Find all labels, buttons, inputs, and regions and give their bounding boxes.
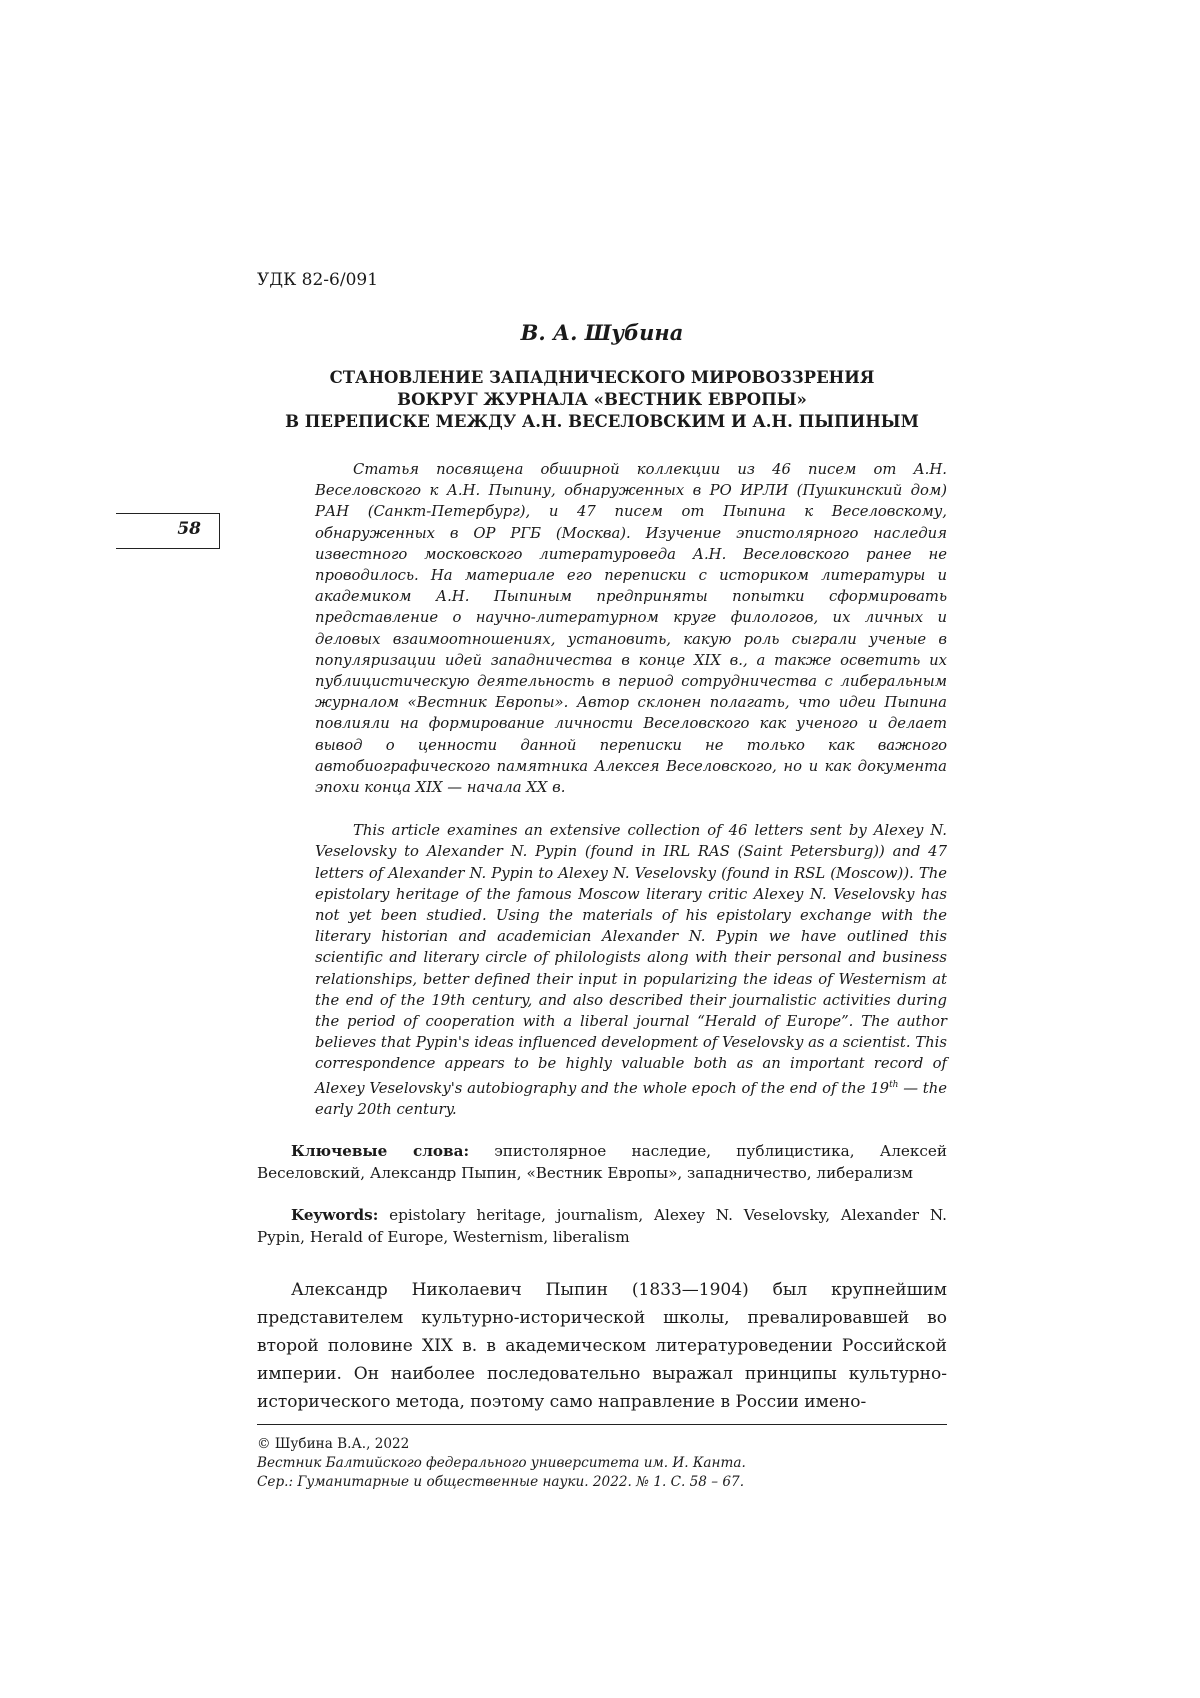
- udk-code: УДК 82-6/091: [257, 270, 379, 290]
- footnote-journal-line-2: Сер.: Гуманитарные и общественные науки. 2022. № 1. С. 58 – 67.: [257, 1474, 745, 1491]
- footnote-journal-line-1: Вестник Балтийского федерального университета им. И. Канта.: [257, 1455, 746, 1472]
- abstract-russian: Статья посвящена обширной коллекции из 46 писем от А.Н. Веселовского к А.Н. Пыпину, обнаруженных в РО ИРЛИ (Пушкинский дом) РАН (Санкт-Петербург), и 47 писем от Пыпина к Веселовскому, обнаруженных в ОР РГБ (Москва). Изучение эпистолярного наследия известного московского литературоведа А.Н. Веселовского ранее не проводилось. На материале его переписки с историком литературы и академиком А.Н. Пыпиным предприняты попытки сформировать представление о научно-литературном круге филологов, их личных и деловых взаимоотношениях, установить, какую роль сыграли ученые в популяризации идей западничества в конце XIX в., а также осветить их публицистическую деятельность в период сотрудничества с либеральным журналом «Вестник Европы». Автор склонен полагать, что идеи Пыпина повлияли на формирование личности Веселовского как ученого и делает вывод о ценности данной переписки не только как важного автобиографического памятника Алексея Веселовского, но и как документа эпохи конца XIX — начала XX в.: [315, 461, 947, 797]
- abstract-english: [315, 820, 947, 1120]
- keywords-russian: [257, 1140, 947, 1184]
- article-title: [257, 367, 947, 433]
- keywords-english-label: Keywords:: [291, 1206, 379, 1225]
- footnote-copyright: © Шубина В.А., 2022: [257, 1436, 410, 1453]
- title-line-1: СТАНОВЛЕНИЕ ЗАПАДНИЧЕСКОГО МИРОВОЗЗРЕНИЯ: [329, 368, 875, 387]
- footnote-divider: [257, 1424, 947, 1425]
- title-line-3: В ПЕРЕПИСКЕ МЕЖДУ А.Н. ВЕСЕЛОВСКИМ И А.Н. ПЫПИНЫМ: [285, 412, 919, 431]
- page-number-box: [116, 513, 220, 549]
- page-number: 58: [177, 519, 201, 539]
- keywords-english-text: epistolary heritage, journalism, Alexey N. Veselovsky, Alexander N. Pypin, Herald of Europe, Westernism, liberalism: [257, 1206, 947, 1247]
- keywords-russian-text: эпистолярное наследие, публицистика, Алексей Веселовский, Александр Пыпин, «Вестник Европы», западничество, либерализм: [257, 1142, 947, 1183]
- abstract-english-superscript: th: [889, 1079, 899, 1090]
- body-paragraph: Александр Николаевич Пыпин (1833—1904) был крупнейшим представителем культурно-исторической школы, превалировавшей во второй половине XIX в. в академическом литературоведении Российской империи. Он наиболее последовательно выражал принципы культурно-исторического метода, поэтому само направление в России имено-: [257, 1280, 947, 1413]
- article-content: [257, 270, 947, 1492]
- abstract-english-main: This article examines an extensive collection of 46 letters sent by Alexey N. Veselovsky to Alexander N. Pypin (found in IRL RAS (Saint Petersburg)) and 47 letters of Alexander N. Pypin to Alexey N. Veselovsky (found in RSL (Moscow)). The epistolary heritage of the famous Moscow literary critic Alexey N. Veselovsky has not yet been studied. Using the materials of his epistolary exchange with the literary historian and academician Alexander N. Pypin we have outlined this scientific and literary circle of philologists along with their personal and business relationships, better defined their input in popularizing the ideas of Westernism at the end of the 19th century, and also described their journalistic activities during the period of cooperation with a liberal journal “Herald of Europe”. The author believes that Pypin's ideas influenced development of Veselovsky as a scientist. This correspondence appears to be highly valuable both as an important record of Alexey Veselovsky's autobiography and the whole epoch of the end of the 19: [315, 822, 947, 1097]
- keywords-english: [257, 1204, 947, 1248]
- abstract-english-tail: — the early 20th century.: [315, 1079, 948, 1118]
- title-line-2: ВОКРУГ ЖУРНАЛА «ВЕСТНИК ЕВРОПЫ»: [397, 390, 807, 409]
- author-name: В. А. Шубина: [520, 320, 684, 345]
- keywords-russian-label: Ключевые слова:: [291, 1142, 470, 1161]
